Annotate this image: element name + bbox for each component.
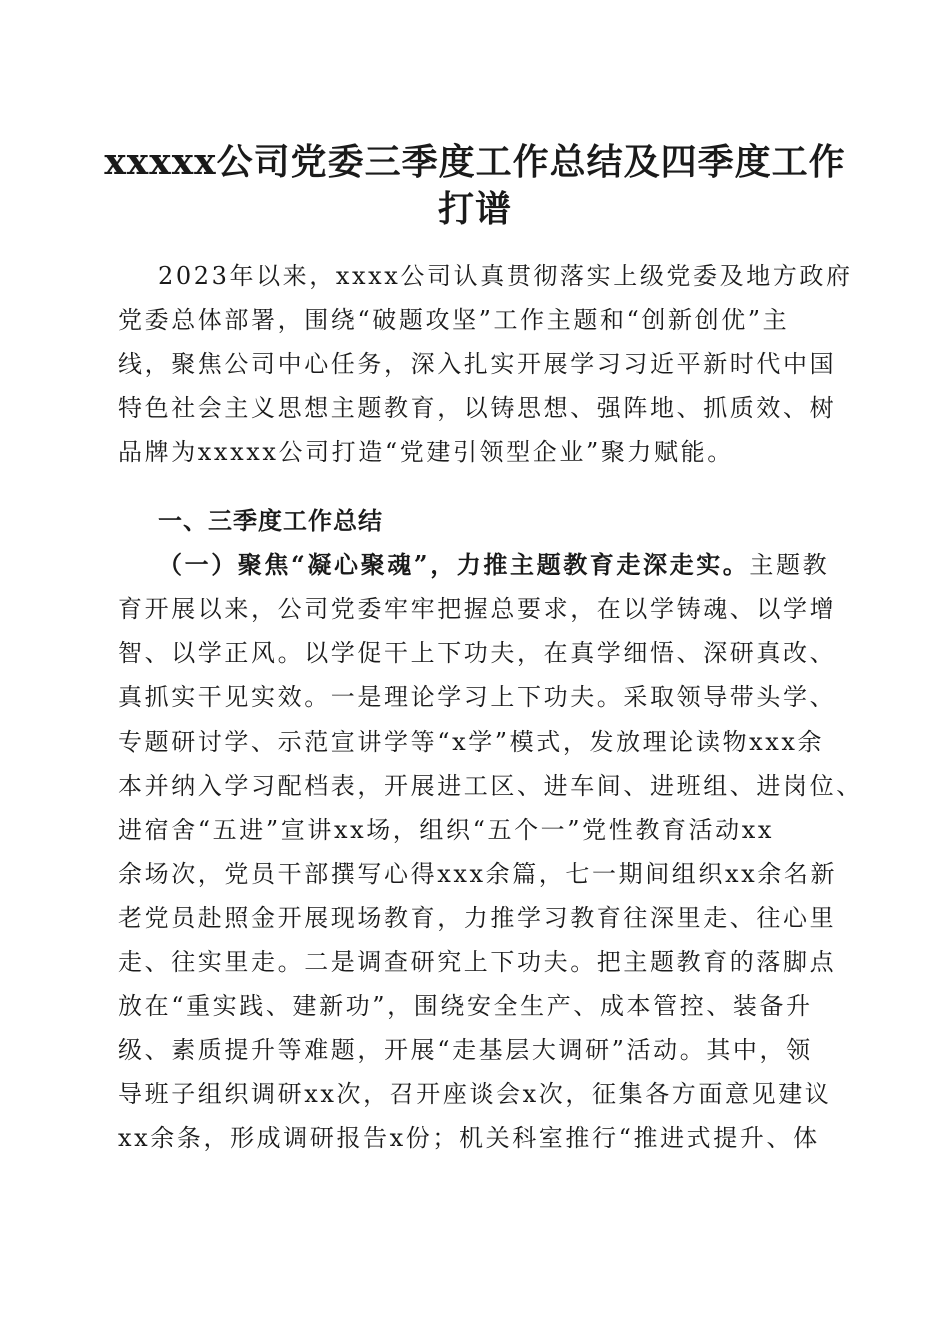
document-title-line-1: xxxxx公司党委三季度工作总结及四季度工作 xyxy=(104,141,846,183)
intro-paragraph-line: 2023年以来，xxxx公司认真贯彻落实上级党委及地方政府 xyxy=(158,262,853,290)
body-paragraph-line: 本并纳入学习配档表，开展进工区、进车间、进班组、进岗位、 xyxy=(118,772,863,800)
body-paragraph-line: xx余条，形成调研报告x份；机关科室推行“推进式提升、体 xyxy=(118,1124,820,1152)
body-paragraph-line: 余场次，党员干部撰写心得xxx余篇，七一期间组织xx余名新 xyxy=(118,860,838,888)
intro-paragraph-line: 线，聚焦公司中心任务，深入扎实开展学习习近平新时代中国 xyxy=(118,350,837,378)
body-paragraph-line: 走、往实里走。二是调查研究上下功夫。把主题教育的落脚点 xyxy=(118,948,837,976)
body-paragraph-line: 级、素质提升等难题，开展“走基层大调研”活动。其中，领 xyxy=(118,1036,813,1064)
intro-paragraph-line: 品牌为xxxxx公司打造“党建引领型企业”聚力赋能。 xyxy=(118,438,734,466)
subsection-first-line xyxy=(158,550,829,580)
body-paragraph-line: 放在“重实践、建新功”，围绕安全生产、成本管控、装备升 xyxy=(118,992,813,1020)
body-text-inline: 主题教 xyxy=(749,551,830,579)
document-title-line-2: 打谱 xyxy=(437,188,512,230)
body-paragraph-line: 老党员赴照金开展现场教育，力推学习教育往深里走、往心里 xyxy=(118,904,837,932)
intro-paragraph-line: 党委总体部署，围绕“破题攻坚”工作主题和“创新创优”主 xyxy=(118,306,790,334)
body-paragraph-line: 智、以学正风。以学促干上下功夫，在真学细悟、深研真改、 xyxy=(118,639,837,667)
subsection-heading: （一）聚焦“凝心聚魂”，力推主题教育走深走实。 xyxy=(158,550,750,579)
body-paragraph-line: 专题研讨学、示范宣讲学等“x学”模式，发放理论读物xxx余 xyxy=(118,728,825,756)
body-paragraph-line: 进宿舍“五进”宣讲xx场，组织“五个一”党性教育活动xx xyxy=(118,816,775,844)
intro-paragraph-line: 特色社会主义思想主题教育，以铸思想、强阵地、抓质效、树 xyxy=(118,394,837,422)
body-paragraph-line: 真抓实干见实效。一是理论学习上下功夫。采取领导带头学、 xyxy=(118,683,837,711)
section-heading: 一、三季度工作总结 xyxy=(158,507,383,535)
body-paragraph-line: 导班子组织调研xx次，召开座谈会x次，征集各方面意见建议 xyxy=(118,1080,832,1108)
body-paragraph-line: 育开展以来，公司党委牢牢把握总要求，在以学铸魂、以学增 xyxy=(118,595,837,623)
